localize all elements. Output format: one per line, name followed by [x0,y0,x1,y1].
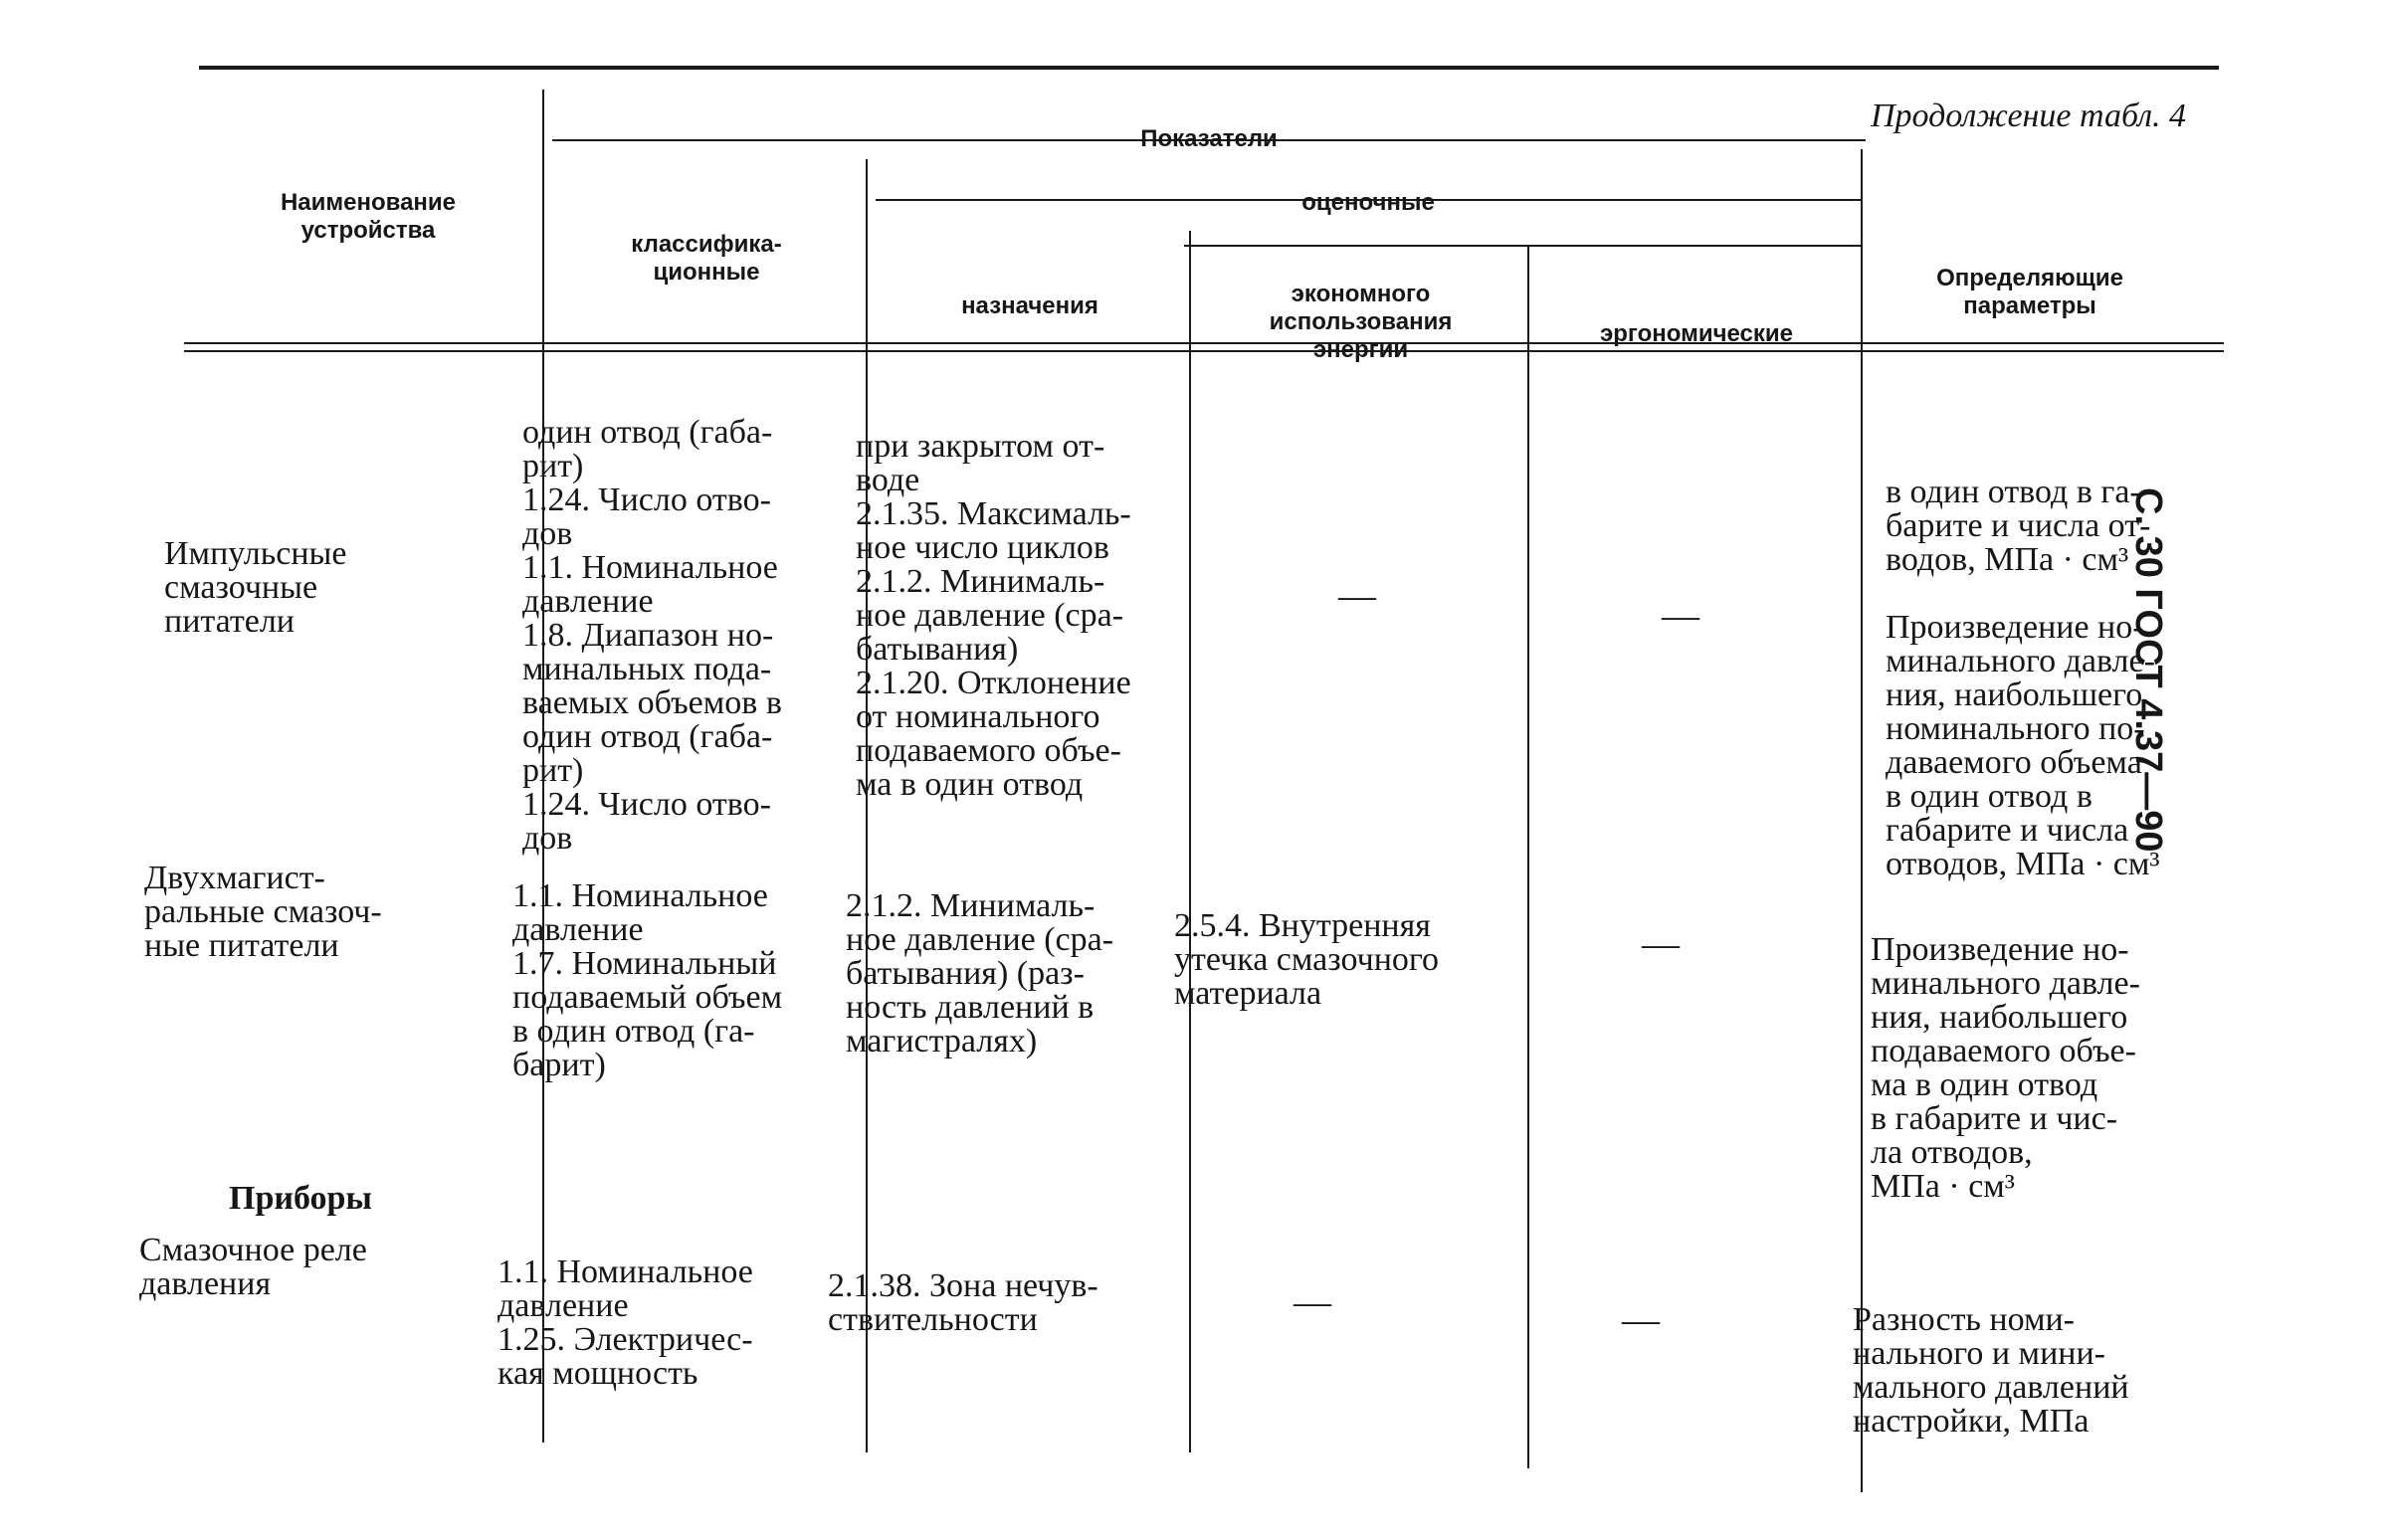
classification-cell: 1.1. Номинальное давление 1.7. Номинальный подаваемый объем в один отвод (га- барит) [512,877,783,1083]
header-energy: экономного использования энергии [1269,281,1453,363]
defining-cell: Разность номи- нального и мини- мального давлений настройки, МПа [1853,1301,2129,1440]
column-divider-4 [1527,245,1529,1468]
header-ergonomic: эргономические [1599,320,1794,347]
classification-cell: 1.1. Номинальное давление 1.25. Электричес- кая мощность [498,1253,753,1392]
table-top-rule [199,66,2219,70]
purpose-cell: при закрытом от- воде 2.1.35. Максималь- ное число циклов 2.1.2. Минималь- ное давление (сра- батывания) 2.1.20. Отклонение от номинального подаваемого объе- ма в один отвод [856,428,1131,803]
column-divider-3 [1189,231,1191,1452]
section-title: Приборы [229,1180,372,1217]
column-divider-2 [866,159,868,1452]
running-header: С. 30 ГОСТ 4.37—90 [2127,487,2169,853]
header-classification: классифика- ционные [631,231,782,286]
header-defining: Определяющие параметры [1936,265,2123,319]
defining-cell: в один отвод в га- барите и числа от- водов, МПа · см³ Произведение но- минального давле- ния, наибольшего номинального по- даваемого объема в один отвод в габарите и числа отводов, МПа · см³ [1886,474,2160,882]
header-purpose: назначения [961,292,1098,319]
energy-cell: 2.5.4. Внутренняя утечка смазочного материала [1174,907,1440,1012]
header-evaluative: оценочные [1301,189,1435,216]
ergonomic-cell-dash: — [1642,923,1680,965]
header-device-name: Наименование устройства [280,189,457,244]
device-name: Импульсные смазочные питатели [164,535,347,640]
ergonomic-cell-dash: — [1662,595,1699,637]
column-divider-5 [1861,149,1863,1492]
header-indicators: Показатели [1140,125,1278,152]
classification-cell: один отвод (габа- рит) 1.24. Число отво- дов 1.1. Номинальное давление 1.8. Диапазон но- минальных пода- ваемых объемов в один отвод (габа- рит) 1.24. Число отво- дов [522,414,782,857]
continuation-caption: Продолжение табл. 4 [1871,97,2187,134]
ergonomic-cell-dash: — [1622,1299,1660,1341]
energy-cell-dash: — [1294,1281,1331,1323]
energy-cell-dash: — [1338,575,1376,617]
defining-cell: Произведение но- минального давле- ния, наибольшего подаваемого объе- ма в один отвод в габарите и чис- ла отводов, МПа · см³ [1871,931,2140,1205]
device-name: Смазочное реле давления [139,1232,367,1302]
evaluative-subrule [1184,245,1861,247]
device-name: Двухмагист- ральные смазоч- ные питатели [144,860,382,964]
purpose-cell: 2.1.38. Зона нечув- ствительности [828,1267,1098,1338]
purpose-cell: 2.1.2. Минималь- ное давление (сра- батывания) (раз- ность давлений в магистралях) [846,887,1114,1059]
